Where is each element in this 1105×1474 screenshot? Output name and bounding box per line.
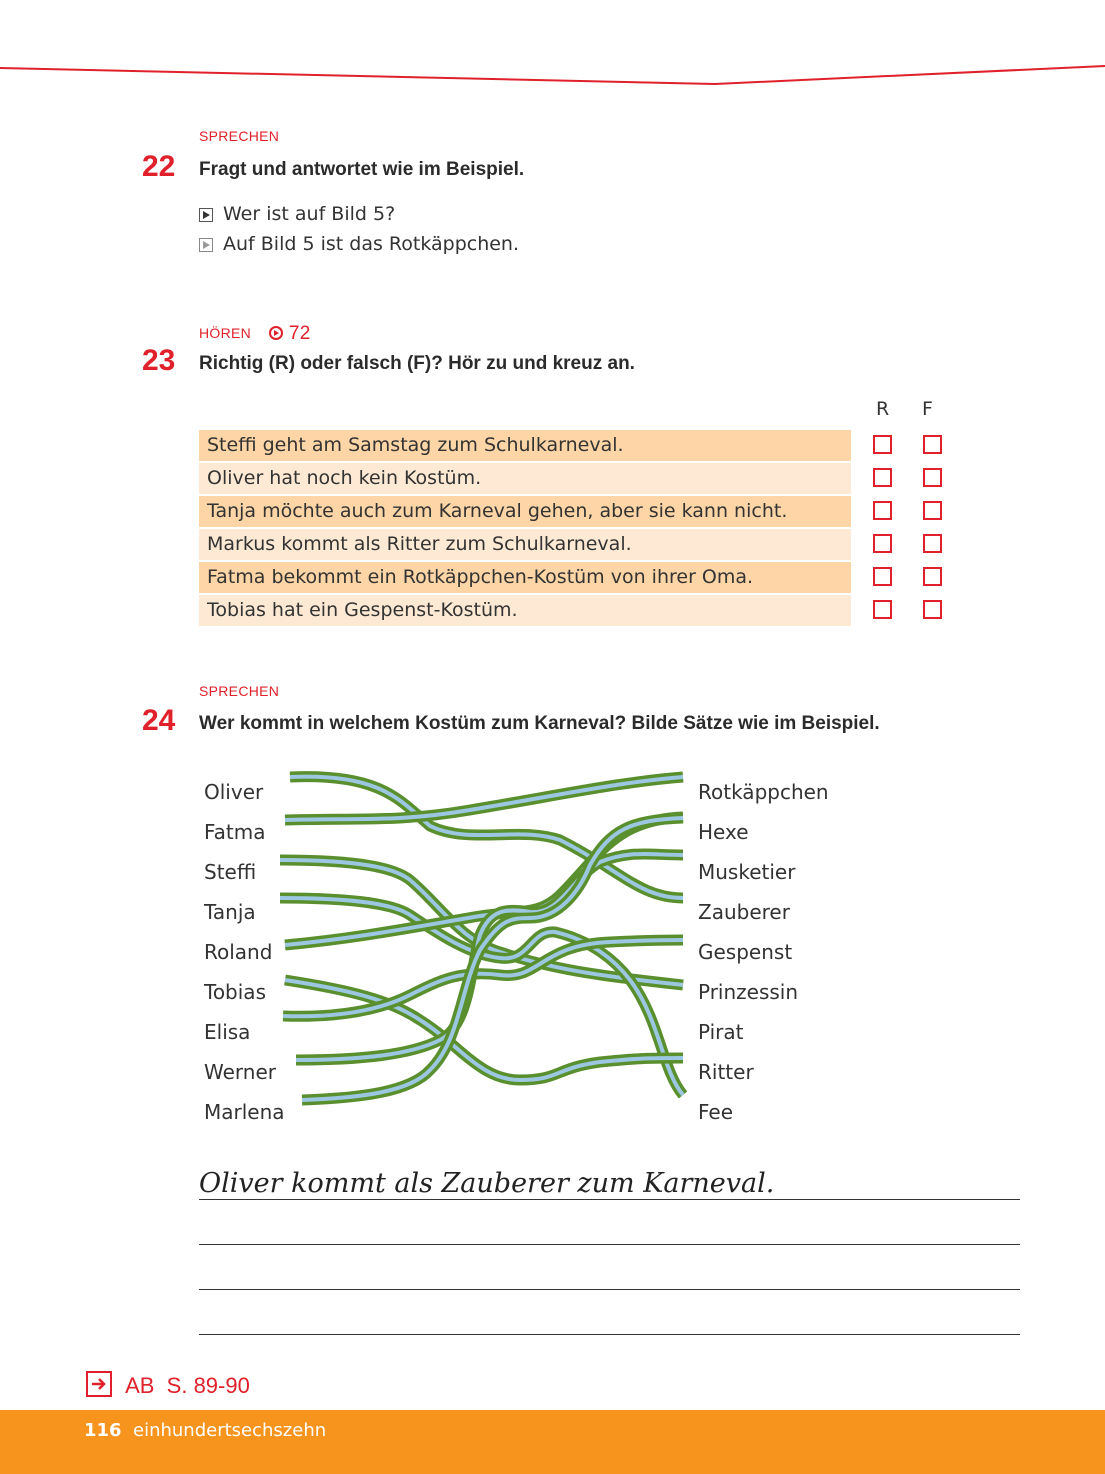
column-r-header: R <box>876 398 890 420</box>
name-label: Roland <box>204 940 273 964</box>
ex22-question: Wer ist auf Bild 5? <box>223 203 396 225</box>
costume-label: Prinzessin <box>698 980 799 1004</box>
page-number: 116 <box>84 1420 122 1441</box>
name-label: Werner <box>204 1060 276 1084</box>
statement-row: Oliver hat noch kein Kostüm. <box>199 463 851 494</box>
costume-label: Gespenst <box>698 940 793 964</box>
statement-row: Markus kommt als Ritter zum Schulkarneval. <box>199 529 851 560</box>
statement-row: Fatma bekommt ein Rotkäppchen-Kostüm von ihrer Oma. <box>199 562 851 593</box>
example-sentence: Oliver kommt als Zauberer zum Karneval. <box>199 1168 775 1199</box>
ex24-instruction: Wer kommt in welchem Kostüm zum Karneval? Bilde Sätze wie im Beispiel. <box>199 713 880 734</box>
writing-line-4[interactable] <box>199 1334 1020 1335</box>
rope-outline <box>285 980 683 1080</box>
writing-line-2[interactable] <box>199 1244 1020 1245</box>
costume-label: Hexe <box>698 820 749 844</box>
costume-label: Rotkäppchen <box>698 780 829 804</box>
page-footer <box>0 1410 1105 1474</box>
name-label: Tanja <box>204 900 256 924</box>
page-number-word: einhundertsechszehn <box>133 1420 327 1441</box>
ex24-number: 24 <box>142 704 176 737</box>
arrow-right-icon <box>86 1371 112 1397</box>
costume-label: Fee <box>698 1100 734 1124</box>
statement-row: Steffi geht am Samstag zum Schulkarneval. <box>199 430 851 461</box>
name-label: Oliver <box>204 780 264 804</box>
ex23-tag-label: HÖREN <box>199 325 252 341</box>
name-label: Fatma <box>204 820 266 844</box>
ex22-number: 22 <box>142 150 176 183</box>
costume-label: Zauberer <box>698 900 790 924</box>
audio-track-number: 72 <box>288 323 311 344</box>
writing-line-1 <box>199 1199 1020 1200</box>
workbook-reference[interactable] <box>86 1371 250 1399</box>
name-label: Elisa <box>204 1020 251 1044</box>
ex23-number: 23 <box>142 344 176 377</box>
ex22-tag: SPRECHEN <box>199 128 280 144</box>
ex22-answer: Auf Bild 5 ist das Rotkäppchen. <box>223 233 520 255</box>
name-label: Marlena <box>204 1100 285 1124</box>
workbook-reference-label: AB S. 89-90 <box>125 1373 250 1398</box>
statement-row: Tobias hat ein Gespenst-Kostüm. <box>199 595 851 626</box>
name-label: Steffi <box>204 860 257 884</box>
costume-label: Pirat <box>698 1020 744 1044</box>
ex22-instruction: Fragt und antwortet wie im Beispiel. <box>199 159 525 180</box>
costume-label: Ritter <box>698 1060 754 1084</box>
name-label: Tobias <box>204 980 266 1004</box>
column-f-header: F <box>922 398 933 420</box>
ex23-instruction: Richtig (R) oder falsch (F)? Hör zu und kreuz an. <box>199 353 635 374</box>
writing-line-3[interactable] <box>199 1289 1020 1290</box>
ex24-tag: SPRECHEN <box>199 683 280 699</box>
statement-row: Tanja möchte auch zum Karneval gehen, aber sie kann nicht. <box>199 496 851 527</box>
costume-label: Musketier <box>698 860 796 884</box>
